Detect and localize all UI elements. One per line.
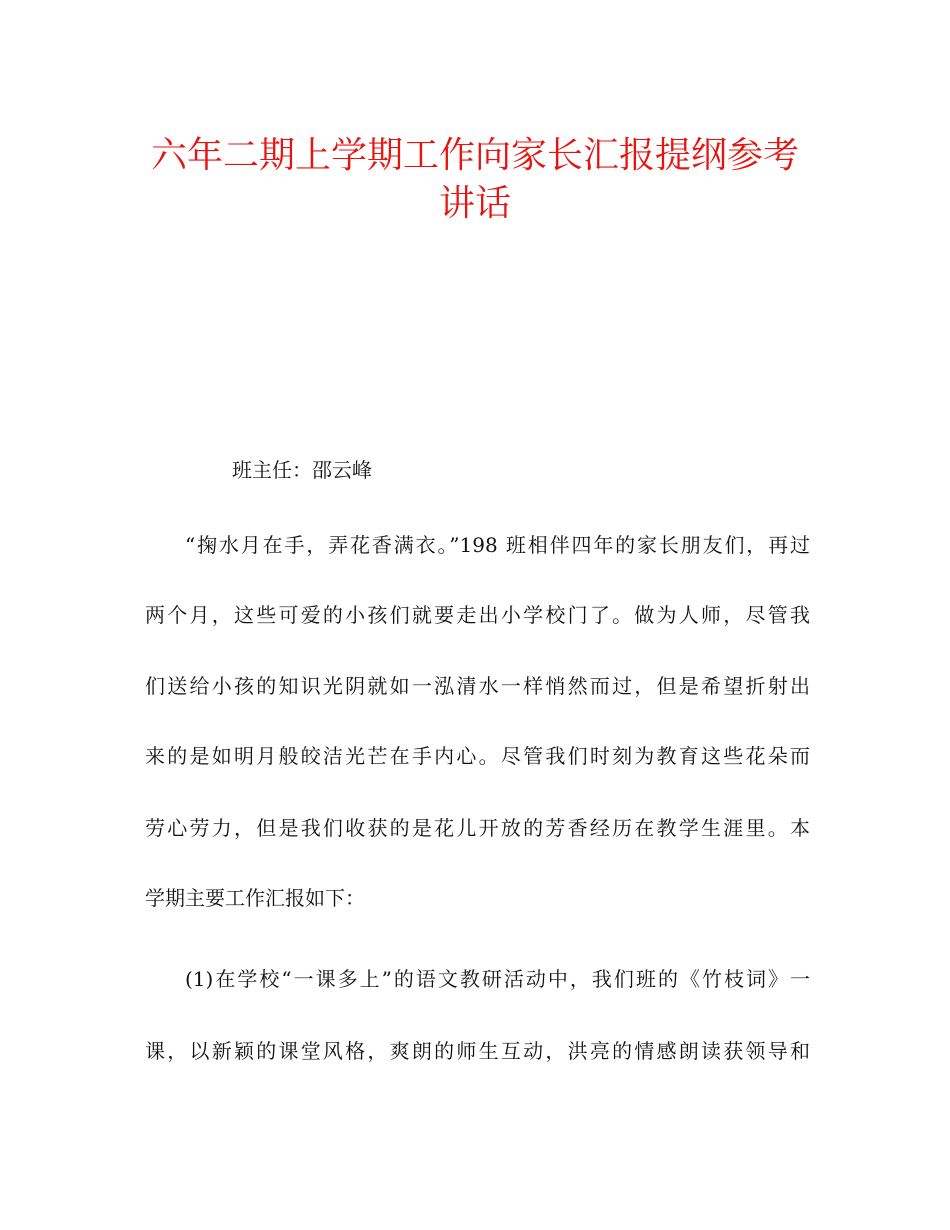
document-title	[120, 132, 830, 228]
paragraph-line: 两个月，这些可爱的小孩们就要走出小学校门了。做为人师，尽管我	[145, 603, 810, 627]
paragraph-line: 来的是如明月般皎洁光芒在手内心。尽管我们时刻为教育这些花朵而	[145, 744, 810, 768]
paragraph-line: 劳心劳力，但是我们收获的是花儿开放的芳香经历在教学生涯里。本	[145, 816, 810, 840]
title-line-1: 六年二期上学期工作向家长汇报提纲参考	[150, 135, 799, 176]
paragraph-line: “掬水月在手，弄花香满衣。”198 班相伴四年的家长朋友们，再过	[185, 533, 810, 557]
paragraph-line: 课，以新颖的课堂风格，爽朗的师生互动，洪亮的情感朗读获领导和	[145, 1039, 810, 1063]
paragraph-line: 们送给小孩的知识光阴就如一泓清水一样悄然而过，但是希望折射出	[145, 674, 810, 698]
paragraph-line: (1)在学校“一课多上”的语文教研活动中，我们班的《竹枝词》一	[185, 967, 810, 991]
teacher-name: 班主任：邵云峰	[232, 458, 372, 482]
title-line-2: 讲话	[438, 183, 511, 224]
paragraph-line: 学期主要工作汇报如下：	[145, 886, 365, 910]
